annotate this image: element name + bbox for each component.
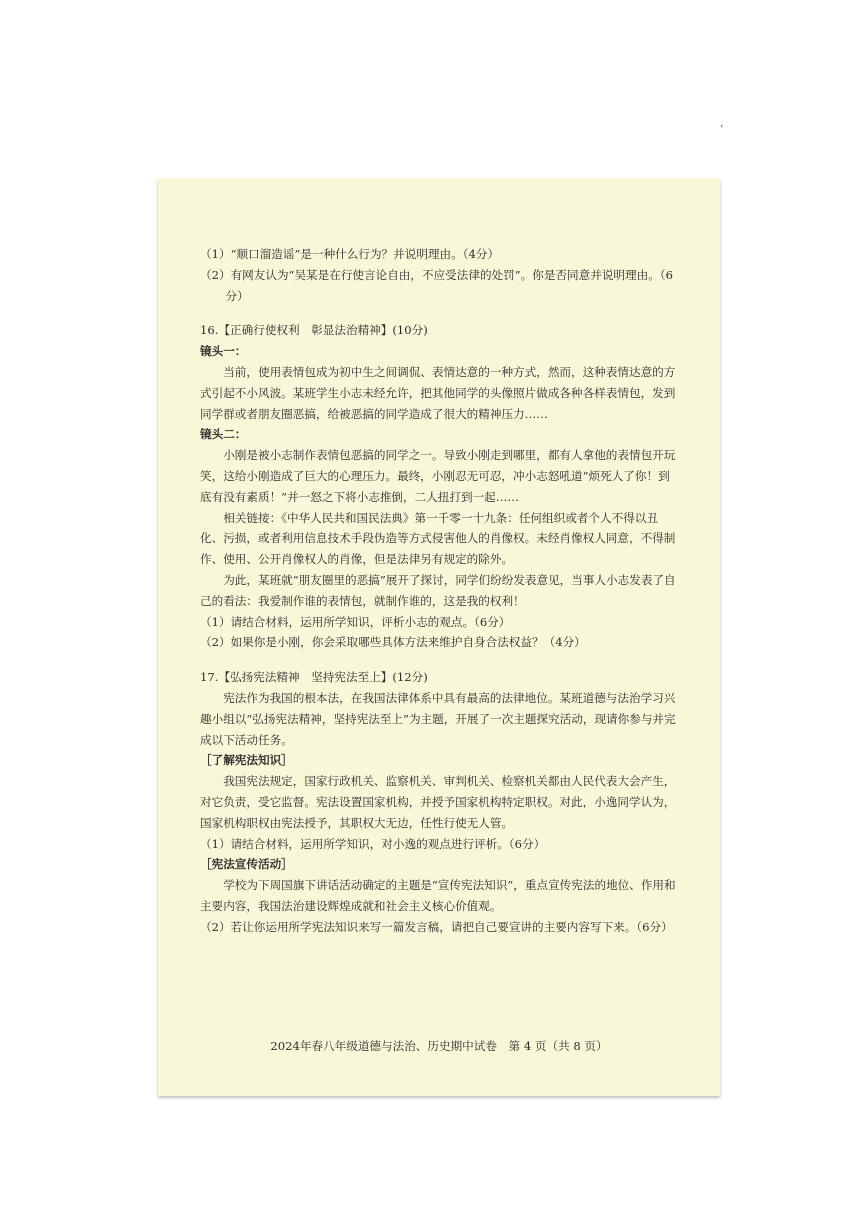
q17-section2-label: ［宪法宣传活动］ (200, 857, 293, 872)
q17-section1-text: 我国宪法规定，国家行政机关、监察机关、审判机关、检察机关都由人民代表大会产生，对它负责，受它监督。宪法设置国家机构，并授予国家机构特定职权。对此，小逸同学认为，国家机构职权由宪法授予，其职权大无边，任性行使无人管。 (200, 774, 676, 830)
q15-sub1: （1）“顺口溜造谣”是一种什么行为？并说明理由。（4分） (200, 247, 500, 261)
q16-sub1: （1）请结合材料，运用所学知识，评析小志的观点。（6分） (200, 614, 511, 629)
exam-page (158, 178, 720, 1096)
q17-sub1: （1）请结合材料，运用所学知识，对小逸的观点进行评析。（6分） (200, 836, 546, 851)
scan-speck: ‘ (720, 124, 724, 135)
q16-sub2: （2）如果你是小刚，你会采取哪些具体方法来维护自身合法权益？（4分） (200, 635, 586, 650)
q16-discussion: 为此，某班就“朋友圈里的恶搞”展开了探讨，同学们纷纷发表意见，当事人小志发表了自己的看法：我爱制作谁的表情包，就制作谁的，这是我的权利！ (200, 572, 676, 608)
q17-header: 17.【弘扬宪法精神 坚持宪法至上】(12分) (200, 670, 428, 685)
q15-sub2: （2）有网友认为“吴某是在行使言论自由，不应受法律的处罚”。你是否同意并说明理由。（6分） (200, 267, 673, 303)
q16-related-link: 相关链接：《中华人民共和国民法典》第一千零一十九条：任何组织或者个人不得以丑化、污损，或者利用信息技术手段伪造等方式侵害他人的肖像权。未经肖像权人同意，不得制作、使用、公开肖像权人的肖像，但是法律另有规定的除外。 (200, 510, 676, 567)
page-content (200, 244, 678, 938)
q16-scene1-label: 镜头一： (200, 344, 247, 359)
q17-sub2: （2）若让你运用所学宪法知识来写一篇发言稿，请把自己要宣讲的主要内容写下来。（6分） (200, 919, 673, 934)
q16-header: 16.【正确行使权利 彰显法治精神】(10分) (200, 323, 428, 338)
q17-section1-label: ［了解宪法知识］ (200, 753, 293, 768)
q16-scene2-text: 小刚是被小志制作表情包恶搞的同学之一。导致小刚走到哪里，都有人拿他的表情包开玩笑，这给小刚造成了巨大的心理压力。最终，小刚忍无可忍，冲小志怒吼道“烦死人了你！到底有没有素质！”并一怒之下将小志推倒，二人扭打到一起…… (200, 448, 676, 504)
q17-section2-text: 学校为下周国旗下讲话活动确定的主题是“宣传宪法知识”，重点宣传宪法的地位、作用和主要内容，我国法治建设辉煌成就和社会主义核心价值观。 (200, 878, 676, 913)
q16-scene1-text: 当前，使用表情包成为初中生之间调侃、表情达意的一种方式，然而，这种表情达意的方式引起不小风波。某班学生小志未经允许，把其他同学的头像照片做成各种各样表情包，发到同学群或者朋友圈恶搞，给被恶搞的同学造成了很大的精神压力…… (200, 364, 676, 421)
page-footer: 2024年春八年级道德与法治、历史期中试卷 第 4 页（共 8 页） (270, 1039, 608, 1053)
q16-scene2-label: 镜头二： (200, 427, 247, 442)
q17-intro: 宪法作为我国的根本法，在我国法律体系中具有最高的法律地位。某班道德与法治学习兴趣小组以“弘扬宪法精神，坚持宪法至上”为主题，开展了一次主题探究活动，现请你参与并完成以下活动任务。 (200, 690, 676, 747)
